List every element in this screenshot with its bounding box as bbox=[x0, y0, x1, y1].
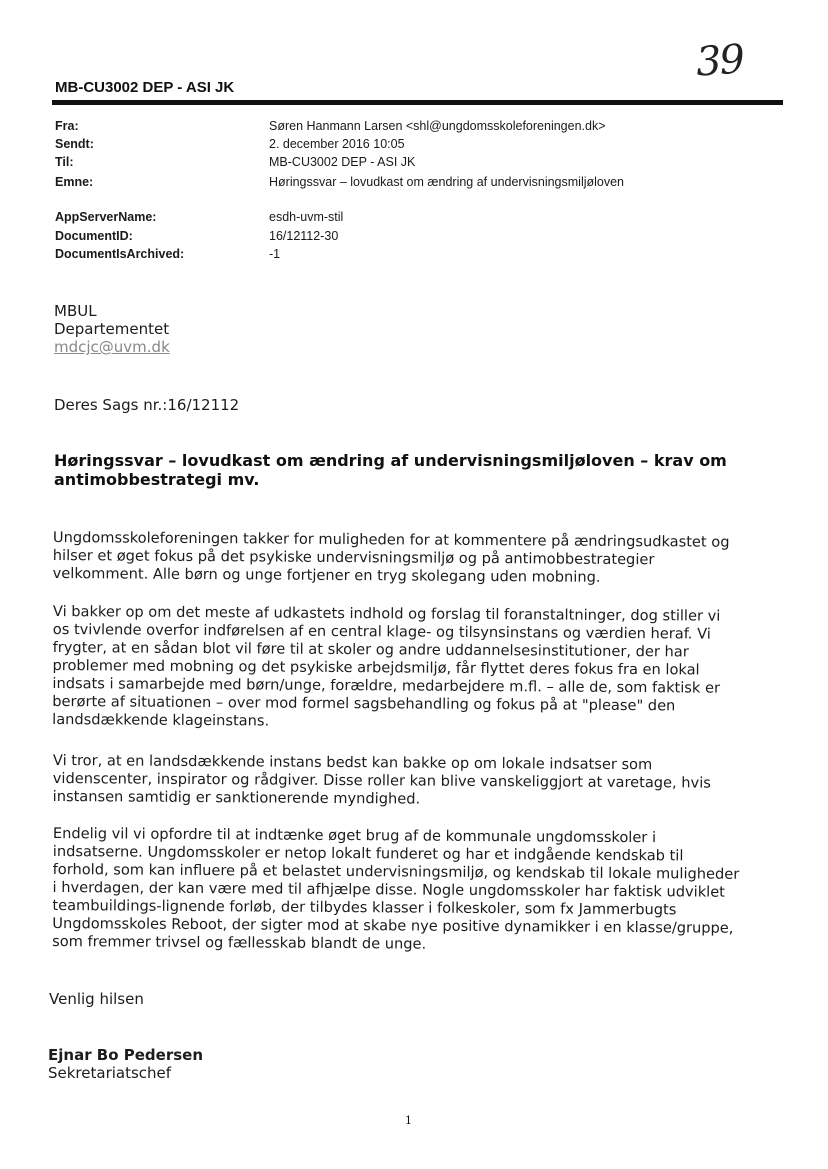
paragraph-line: berørte af situationen – over mod formel sagsbehandling og fokus på at "please" den bbox=[52, 692, 676, 715]
page-number: 1 bbox=[405, 1114, 412, 1127]
meta-value: 16/12112-30 bbox=[269, 229, 339, 243]
heading-line: Høringssvar – lovudkast om ændring af undervisningsmiljøloven – krav om bbox=[54, 451, 727, 470]
paragraph-line: instansen samtidig er sanktionerende myndighed. bbox=[52, 787, 421, 808]
paragraph-line: Ungdomsskoleforeningen takker for muligheden for at kommentere på ændringsudkastet og bbox=[52, 529, 730, 551]
paragraph-line: Endelig vil vi opfordre til at indtænke øget brug af de kommunale ungdomsskoler i bbox=[52, 825, 657, 847]
signature-title: Sekretariatschef bbox=[48, 1064, 172, 1082]
header-value: 2. december 2016 10:05 bbox=[269, 137, 405, 151]
header-label: Fra: bbox=[55, 119, 79, 133]
handwritten-page-stamp: 39 bbox=[694, 36, 745, 86]
recipient-line: Departementet bbox=[54, 320, 170, 338]
signature-block bbox=[48, 1046, 203, 1082]
paragraph-line: indsatserne. Ungdomsskoler er netop lokalt funderet og har et indgående kendskab til bbox=[52, 842, 684, 865]
paragraph-line: landsdækkende klageinstans. bbox=[52, 710, 270, 730]
header-rule bbox=[52, 100, 783, 105]
signature-name: Ejnar Bo Pedersen bbox=[48, 1046, 204, 1064]
recipient-line: MBUL bbox=[54, 302, 97, 320]
header-value: Søren Hanmann Larsen <shl@ungdomsskoleforeningen.dk> bbox=[269, 119, 606, 133]
recipient-block bbox=[54, 302, 170, 356]
heading-line: antimobbestrategi mv. bbox=[54, 470, 260, 489]
paragraph-line: videnscenter, inspirator og rådgiver. Disse roller kan blive vanskeliggjort at varetage, hvis bbox=[52, 769, 711, 792]
header-value: MB-CU3002 DEP - ASI JK bbox=[269, 155, 416, 169]
recipient-email-link[interactable]: mdcjc@uvm.dk bbox=[54, 338, 170, 356]
header-value: Høringssvar – lovudkast om ændring af undervisningsmiljøloven bbox=[269, 175, 625, 189]
paragraph-line: forhold, som kan influere på et belastet undervisningsmiljø, og kendskab til lokale muligheder bbox=[52, 860, 740, 883]
case-reference: Deres Sags nr.:16/12112 bbox=[54, 396, 240, 414]
header-label: Til: bbox=[55, 155, 74, 169]
body-paragraph bbox=[53, 752, 711, 811]
meta-value: esdh-uvm-stil bbox=[269, 210, 344, 224]
paragraph-line: problemer med mobning og det psykiske arbejdsmiljø, får flyttet deres fokus fra en lokal bbox=[52, 656, 700, 679]
paragraph-line: i hverdagen, der kan være med til afhjælpe disse. Nogle ungdomsskoler har faktisk udviklet bbox=[52, 878, 725, 901]
paragraph-line: frygter, at en sådan blot vil føre til at skoler og andre uddannelsesinstitutioner, der har bbox=[52, 638, 689, 661]
header-label: Emne: bbox=[55, 175, 94, 189]
paragraph-line: indsats i samarbejde med børn/unge, forældre, medarbejdere m.fl. – alle de, som faktisk er bbox=[52, 674, 721, 697]
body-paragraph bbox=[53, 529, 730, 588]
paragraph-line: os tvivlende overfor indførelsen af en central klage- og tilsynsinstans og værdien heraf. Vi bbox=[52, 620, 711, 643]
paragraph-line: Vi tror, at en landsdækkende instans bedst kan bakke op om lokale indsatser som bbox=[52, 752, 653, 774]
meta-label: AppServerName: bbox=[55, 210, 157, 224]
meta-label: DocumentID: bbox=[55, 229, 133, 243]
closing-greeting: Venlig hilsen bbox=[49, 990, 144, 1008]
body-paragraph bbox=[52, 825, 739, 956]
header-label: Sendt: bbox=[55, 137, 94, 151]
paragraph-line: hilser et øget fokus på det psykiske undervisningsmiljø og på antimobbestrategier bbox=[52, 546, 655, 569]
paragraph-line: Ungdomsskoles Reboot, der sigter mod at skabe nye positive dynamikker i en klasse/gruppe, bbox=[52, 914, 734, 937]
paragraph-line: teambuildings-lignende forløb, der tilbydes klasser i folkeskoler, som fx Jammerbugts bbox=[52, 896, 677, 919]
paragraph-line: som fremmer trivsel og fællesskab blandt de unge. bbox=[52, 932, 427, 953]
meta-value: -1 bbox=[269, 247, 281, 261]
meta-label: DocumentIsArchived: bbox=[55, 247, 185, 261]
letter-heading bbox=[54, 451, 727, 489]
paragraph-line: Vi bakker op om det meste af udkastets indhold og forslag til foranstaltninger, dog stiller vi bbox=[52, 603, 721, 625]
body-paragraph bbox=[52, 603, 720, 734]
paragraph-line: velkomment. Alle børn og unge fortjener en tryg skolegang uden mobning. bbox=[52, 564, 601, 586]
mailbox-title: MB-CU3002 DEP - ASI JK bbox=[55, 79, 235, 96]
